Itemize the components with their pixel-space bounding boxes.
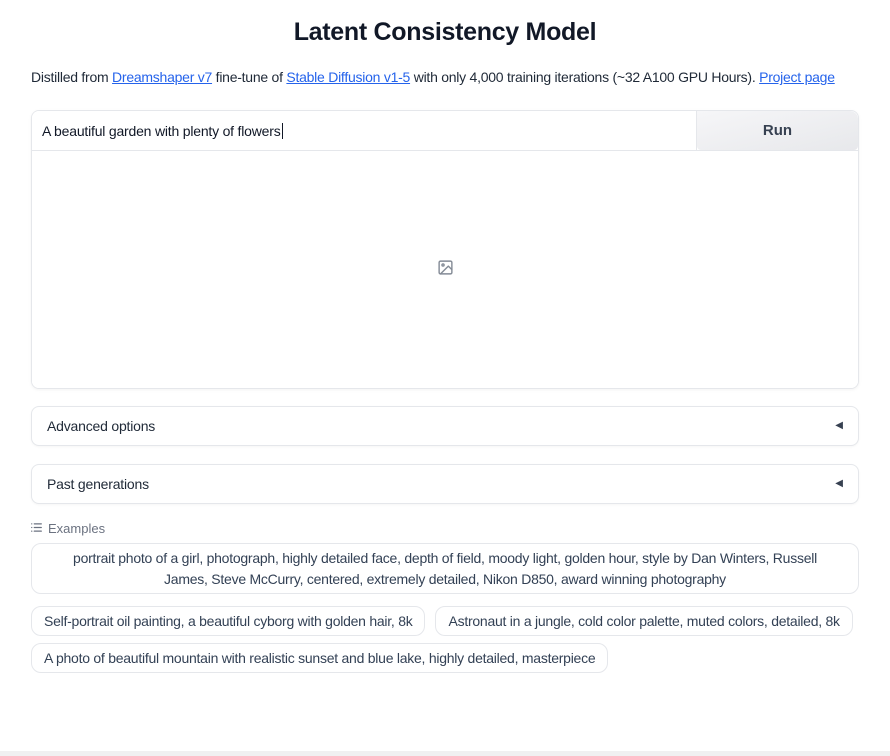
examples-label: Examples bbox=[48, 521, 106, 536]
link-project-page[interactable]: Project page bbox=[759, 69, 835, 85]
example-prompt-button[interactable]: A photo of beautiful mountain with realistic sunset and blue lake, highly detailed, masterpiece bbox=[31, 643, 608, 673]
prompt-input[interactable] bbox=[32, 111, 697, 150]
examples-list-icon bbox=[31, 521, 42, 536]
description-text: fine-tune of bbox=[212, 69, 287, 85]
example-prompt-button[interactable]: Astronaut in a jungle, cold color palette, muted colors, detailed, 8k bbox=[435, 606, 852, 636]
link-stable-diffusion-v1-5[interactable]: Stable Diffusion v1-5 bbox=[286, 69, 411, 85]
accordion-past-generations[interactable] bbox=[31, 464, 859, 504]
prompt-input-value: A beautiful garden with plenty of flowers bbox=[42, 122, 281, 139]
image-placeholder-icon bbox=[437, 259, 454, 281]
chevron-left-icon: ◀ bbox=[835, 420, 843, 431]
generation-panel bbox=[31, 110, 859, 389]
chevron-left-icon: ◀ bbox=[835, 478, 843, 489]
description-text: Distilled from bbox=[31, 69, 113, 85]
link-dreamshaper-v7[interactable]: Dreamshaper v7 bbox=[112, 69, 213, 85]
accordion-advanced-options[interactable] bbox=[31, 406, 859, 446]
run-button[interactable]: Run bbox=[697, 111, 858, 150]
app-description bbox=[31, 69, 859, 85]
example-prompt-button[interactable]: Self-portrait oil painting, a beautiful cyborg with golden hair, 8k bbox=[31, 606, 425, 636]
prompt-row bbox=[32, 111, 858, 151]
examples-header bbox=[31, 521, 859, 536]
accordion-label: Past generations bbox=[47, 476, 149, 492]
description-text: with only 4,000 training iterations (~32 A100 GPU Hours). bbox=[410, 69, 760, 85]
accordion-label: Advanced options bbox=[47, 418, 156, 434]
examples-row bbox=[31, 643, 859, 673]
example-prompt-button[interactable]: portrait photo of a girl, photograph, highly detailed face, depth of field, moody light, golden hour, style by Dan Winters, Russell James, Steve McCurry, centered, extremely detailed, Nikon D850, award winning photography bbox=[31, 543, 859, 594]
page-footer-strip bbox=[0, 751, 890, 756]
text-caret bbox=[282, 123, 283, 139]
image-output-area bbox=[32, 151, 858, 388]
page-title: Latent Consistency Model bbox=[293, 18, 597, 46]
app-container bbox=[0, 18, 890, 673]
examples-row bbox=[31, 606, 859, 636]
